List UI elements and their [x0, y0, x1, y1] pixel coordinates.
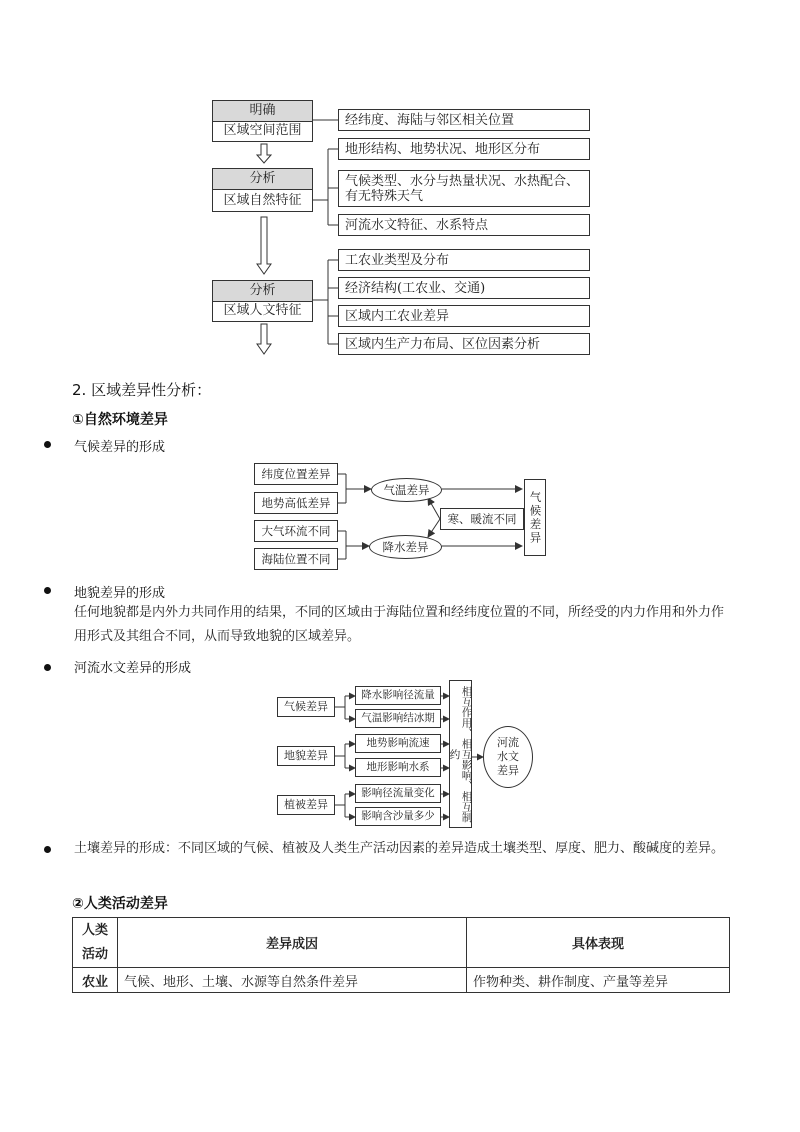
- stage-subtitle: 区域人文特征: [223, 303, 302, 318]
- stage-title: 分析: [213, 169, 312, 190]
- section-heading: 2. 区域差异性分析：: [72, 381, 212, 399]
- flow-item: 工农业类型及分布: [338, 249, 590, 271]
- stage-box-human: [212, 280, 313, 322]
- climate-difference-result: [524, 479, 546, 556]
- flow-item: 地形结构、地势状况、地形区分布: [338, 138, 590, 160]
- bullet-dot: [44, 587, 51, 594]
- landform-paragraph: 任何地貌都是内外力共同作用的结果，不同的区域由于海陆位置和经纬度位置的不同，所经受的内力作用和外力作用形式及其组合不同，从而导致地貌的区域差异。: [74, 605, 725, 644]
- flow-item: 气候类型、水分与热量状况、水热配合、有无特殊天气: [338, 170, 590, 207]
- climate-factor: 纬度位置差异: [254, 463, 338, 485]
- stage-subtitle: 区域空间范围: [223, 123, 302, 138]
- bullet-dot: [44, 664, 51, 671]
- stage-box-natural: [212, 168, 313, 212]
- climate-factor: 大气环流不同: [254, 520, 338, 542]
- river-effect: 气温影响结冰期: [355, 709, 441, 728]
- header-effect: 具体表现: [467, 918, 730, 968]
- cell-effect: 作物种类、耕作制度、产量等差异: [467, 968, 730, 993]
- flow-item: 经纬度、海陆与邻区相关位置: [338, 109, 590, 131]
- table-row: [73, 968, 730, 993]
- flow-item: 区域内工农业差异: [338, 305, 590, 327]
- stage-title: 明确: [213, 101, 312, 122]
- bullet-dot: [44, 441, 51, 448]
- subsection-heading-human: ②人类活动差异: [72, 896, 168, 912]
- precipitation-difference-node: 降水差异: [369, 535, 442, 559]
- soil-paragraph: 土壤差异的形成：不同区域的气候、植被及人类生产活动因素的差异造成土壤类型、厚度、肥力、酸碱度的差异。: [74, 841, 725, 856]
- river-source: 气候差异: [277, 697, 335, 717]
- stage-box-define-scope: [212, 100, 313, 142]
- flow-item: 区域内生产力布局、区位因素分析: [338, 333, 590, 355]
- river-effect: 降水影响径流量: [355, 686, 441, 705]
- result-label: 气候差异: [528, 490, 543, 545]
- header-cause: 差异成因: [118, 918, 467, 968]
- cell-activity: 农业: [73, 968, 118, 993]
- header-activity: 人类活动: [73, 918, 118, 968]
- river-effect: 地形影响水系: [355, 758, 441, 777]
- river-effect: 地势影响流速: [355, 734, 441, 753]
- table-header-row: [73, 918, 730, 968]
- river-effect: 影响含沙量多少: [355, 807, 441, 826]
- bullet-dot: [44, 846, 51, 853]
- climate-factor: 海陆位置不同: [254, 548, 338, 570]
- human-activity-table: [72, 917, 730, 993]
- stage-subtitle: 区域自然特征: [223, 193, 302, 208]
- ocean-current-node: 寒、暖流不同: [440, 508, 524, 530]
- stage-title: 分析: [213, 281, 312, 302]
- bullet-climate: 气候差异的形成: [74, 440, 166, 455]
- bullet-river: 河流水文差异的形成: [74, 661, 192, 676]
- interaction-label: 相互作用、相互影响、相互制约: [448, 685, 473, 823]
- subsection-heading-natural: ①自然环境差异: [72, 412, 168, 428]
- river-hydrology-result: [483, 726, 533, 788]
- result-label: 河流水文差异: [497, 736, 519, 777]
- bullet-landform: 地貌差异的形成: [74, 586, 166, 601]
- interaction-bar: [449, 680, 472, 828]
- river-effect: 影响径流量变化: [355, 784, 441, 803]
- flow-item: 河流水文特征、水系特点: [338, 214, 590, 236]
- river-source: 地貌差异: [277, 746, 335, 766]
- flow-item: 经济结构(工农业、交通): [338, 277, 590, 299]
- climate-factor: 地势高低差异: [254, 492, 338, 514]
- cell-cause: 气候、地形、土壤、水源等自然条件差异: [118, 968, 467, 993]
- temperature-difference-node: 气温差异: [371, 478, 442, 502]
- river-source: 植被差异: [277, 795, 335, 815]
